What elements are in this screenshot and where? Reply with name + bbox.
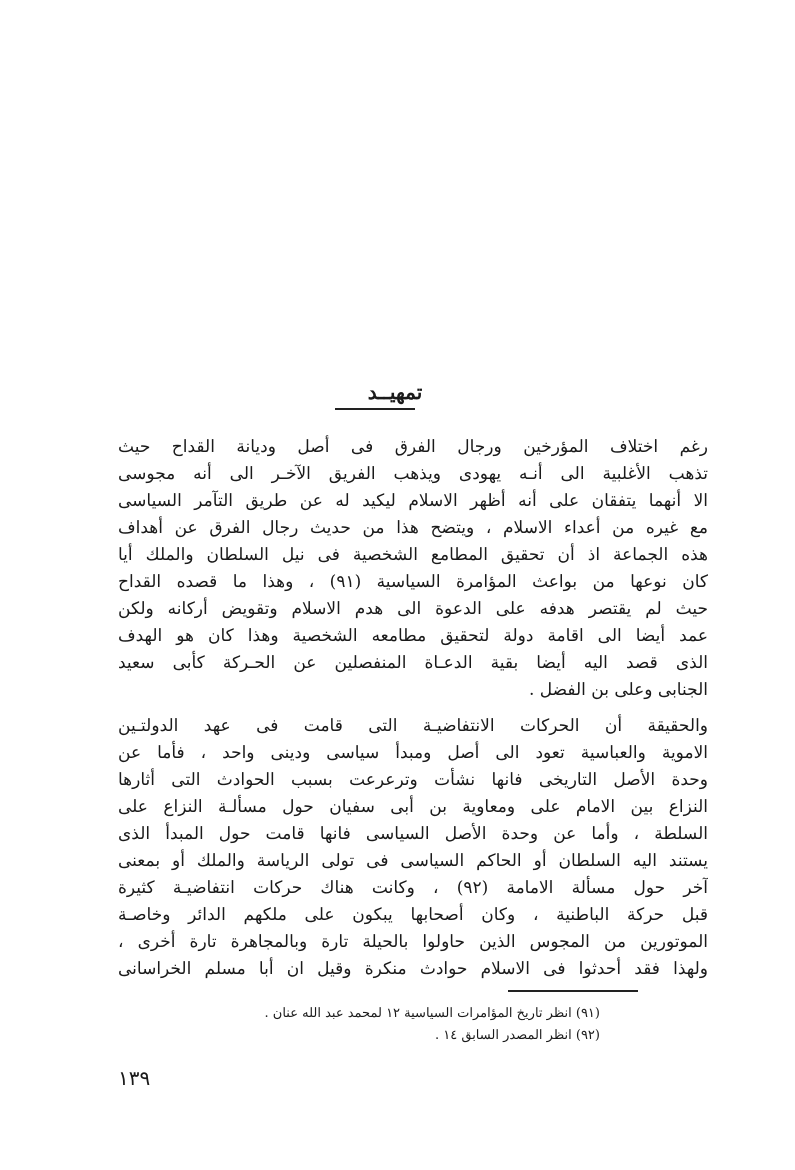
paragraph-line: رغم اختلاف المؤرخين ورجال الفرق فى أصل وديانة القداح حيث [118,437,708,457]
paragraph-line: حيث لم يقتصر هدفه على الدعوة الى هدم الاسلام وتقويض أركانه ولكن [118,599,708,619]
paragraph-line: وحدة الأصل التاريخى فانها نشأت وترعرعت بسبب الحوادث التى أثارها [118,770,708,790]
paragraph-line: كان نوعها من بواعث المؤامرة السياسية (٩١) ، وهذا ما قصده القداح [118,572,708,592]
paragraph-line: السلطة ، وأما عن وحدة الأصل السياسى فانها قامت حول المبدأ الذى [118,824,708,844]
paragraph-line: الذى قصد اليه أيضا بقية الدعـاة المنفصلين عن الحـركة كأبى سعيد [118,653,708,673]
paragraph-line: يستند اليه السلطان أو الحاكم السياسى فى تولى الرياسة والملك أو بمعنى [118,851,708,871]
paragraph-line: الا أنهما يتفقان على أنه أظهر الاسلام ليكيد له عن طريق التآمر السياسى [118,491,708,511]
paragraph-line: قبل حركة الباطنية ، وكان أصحابها يبكون على ملكهم الدائر وخاصـة [118,905,708,925]
paragraph-line: مع غيره من أعداء الاسلام ، ويتضح هذا من حديث رجال الفرق عن أهداف [118,518,708,538]
paragraph-1 [118,434,708,704]
section-heading: تمهيــد [367,380,423,404]
paragraph-line: الجنابى وعلى بن الفضل . [528,680,708,700]
footnotes [200,1003,600,1047]
paragraph-line: هذه الجماعة اذ أن تحقيق المطامع الشخصية فى نيل السلطان والملك أيا [118,545,708,565]
paragraph-line: والحقيقة أن الحركات الانتفاضيـة التى قامت فى عهد الدولتـين [118,716,708,736]
page-number: ١٣٩ [118,1066,151,1090]
paragraph-2 [118,713,708,983]
footnote-separator [508,990,638,992]
heading-underline [335,408,415,410]
paragraph-line: الموتورين من المجوس الذين حاولوا بالحيلة تارة وبالمجاهرة تارة أخرى ، [118,932,708,952]
paragraph-line: ولهذا فقد أحدثوا فى الاسلام حوادث منكرة وقيل ان أبا مسلم الخراسانى [118,959,708,979]
paragraph-line: آخر حول مسألة الامامة (٩٢) ، وكانت هناك حركات انتفاضيـة كثيرة [118,878,708,898]
footnote: (٩١) انظر تاريخ المؤامرات السياسية ١٢ لمحمد عبد الله عنان . [264,1006,600,1021]
paragraph-line: الاموية والعباسية تعود الى أصل ومبدأ سياسى ودينى واحد ، فأما عن [118,743,708,763]
paragraph-line: تذهب الأغلبية الى أنـه يهودى ويذهب الفريق الآخـر الى أنه مجوسى [118,464,708,484]
paragraph-line: النزاع بين الامام على ومعاوية بن أبى سفيان حول مسألـة النزاع على [118,797,708,817]
footnote: (٩٢) انظر المصدر السابق ١٤ . [434,1028,600,1043]
paragraph-line: عمد أيضا الى اقامة دولة لتحقيق مطامعه الشخصية وهذا كان هو الهدف [118,626,708,646]
